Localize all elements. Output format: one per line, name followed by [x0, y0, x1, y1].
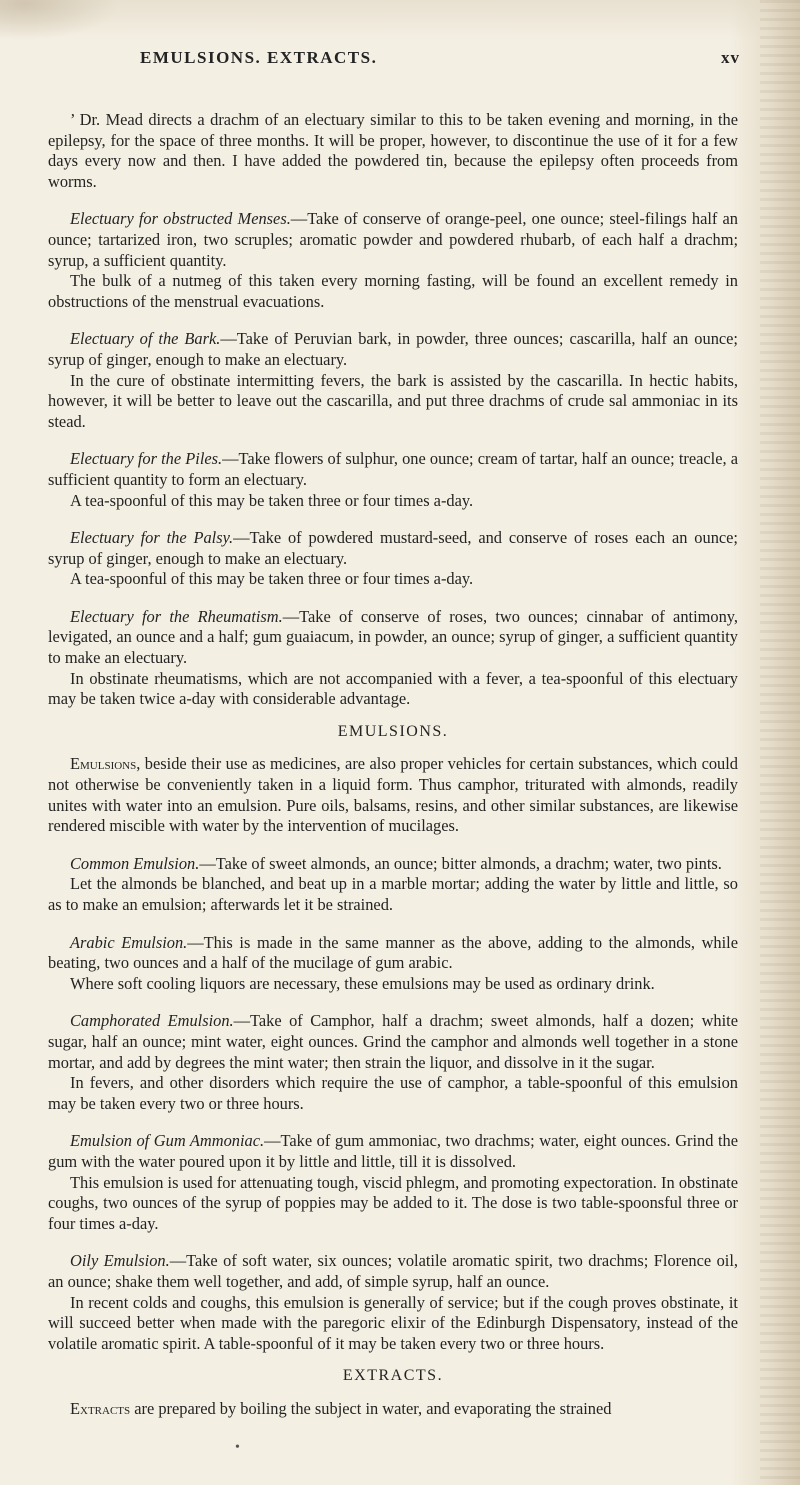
paragraph-camphorated-emulsion-note [48, 1073, 738, 1114]
paragraph-text: The bulk of a nutmeg of this taken every morning fasting, will be found an excellent remedy in obstructions of the menstrual evacuations. [48, 271, 738, 311]
paragraph-piles-note [48, 491, 738, 512]
paragraph-mead [48, 110, 738, 192]
paragraph-text: —Take of soft water, six ounces; volatile aromatic spirit, two drachms; Florence oil, an ounce; shake them well together, and add, of simple syrup, half an ounce. [48, 1251, 738, 1291]
paragraph-text: —Take flowers of sulphur, one ounce; cream of tartar, half an ounce; treacle, a sufficient quantity to form an electuary. [48, 449, 739, 489]
paragraph-text: are prepared by boiling the subject in water, and evaporating the strained [130, 1398, 612, 1418]
section-heading-emulsions: EMULSIONS. [337, 722, 449, 740]
body-text [48, 110, 738, 1419]
paragraph-heading: Electuary for the Palsy. [70, 528, 234, 548]
paragraph-text: Let the almonds be blanched, and beat up in a marble mortar; adding the water by little and little, so as to make an emulsion; afterwards let it be strained. [48, 874, 738, 914]
paragraph-text: —Take of Camphor, half a drachm; sweet almonds, half a dozen; white sugar, half an ounce; mint water, eight ounces. Grind the camphor and almonds well together in a stone mortar, and add by degrees the mint water; then strain the liquor, and dissolve in it the sugar. [48, 1011, 739, 1072]
paragraph-text: —Take of powdered mustard-seed, and conserve of roses each an ounce; syrup of ginger, enough to make an electuary. [48, 528, 738, 568]
paragraph-text: A tea-spoonful of this may be taken three or four times a-day. [70, 490, 474, 510]
paragraph-common-emulsion-note [48, 874, 738, 915]
paragraph-heading: Oily Emulsion. [70, 1251, 170, 1271]
paragraph-heading: Electuary of the Bark. [70, 329, 221, 349]
paragraph-text: In fevers, and other disorders which require the use of camphor, a table-spoonful of this emulsion may be taken every two or three hours. [48, 1073, 738, 1113]
paragraph-text: —Take of gum ammoniac, two drachms; water, eight ounces. Grind the gum with the water poured upon it by little and little, till it is dissolved. [48, 1131, 739, 1171]
page-edge [760, 0, 800, 1485]
paragraph-ammoniac-emulsion-note [48, 1173, 738, 1235]
paragraph-text: —This is made in the same manner as the above, adding to the almonds, while beating, two ounces and a half of the mucilage of gum arabic. [48, 932, 738, 973]
section-heading-extracts: EXTRACTS. [342, 1367, 444, 1385]
paragraph-heading: Emulsions, [70, 754, 141, 774]
paragraph-heading: Electuary for the Rheumatism. [70, 606, 283, 626]
paragraph-heading: Electuary for obstructed Menses. [70, 209, 291, 229]
paragraph-oily-emulsion [48, 1251, 738, 1292]
paragraph-text: In the cure of obstinate intermitting fevers, the bark is assisted by the cascarilla. In hectic habits, however, it will be better to leave out the cascarilla, and put three drachms of crude sal ammoniac in its stead. [48, 370, 738, 431]
paragraph-bark-note [48, 371, 738, 433]
paragraph-extracts-intro [48, 1399, 738, 1420]
paragraph-heading: Arabic Emulsion. [70, 932, 188, 952]
paragraph-text: In recent colds and coughs, this emulsion is generally of service; but if the cough proves obstinate, it will succeed better when made with the paregoric elixir of the Edinburgh Dispensatory, instead of the volatile aromatic spirit. A table-spoonful of it may be taken every two or three hours. [48, 1292, 738, 1353]
paragraph-oily-emulsion-note [48, 1293, 738, 1355]
paragraph-emulsions-intro [48, 754, 738, 836]
paragraph-text: A tea-spoonful of this may be taken three or four times a-day. [70, 569, 474, 589]
paragraph-obstructed-menses [48, 209, 738, 271]
paragraph-heading: Emulsion of Gum Ammoniac. [70, 1131, 265, 1151]
paragraph-camphorated-emulsion [48, 1011, 738, 1073]
paragraph-text: ’ Dr. Mead directs a drachm of an electuary similar to this to be taken evening and morning, in the epilepsy, for the space of three months. It will be proper, however, to discontinue the use of it for a few days every now and then. I have added the powdered tin, because the epilepsy often proceeds from worms. [48, 110, 738, 191]
paragraph-heading: Extracts [70, 1398, 131, 1418]
paragraph-text: beside their use as medicines, are also proper vehicles for certain substances, which could not otherwise be conveniently taken in a liquid form. Thus camphor, triturated with almonds, readily unites with water into an emulsion. Pure oils, balsams, resins, and other similar substances, are likewise rendered miscible with water by the intervention of mucilages. [48, 754, 738, 836]
paragraph-rheumatism-note [48, 669, 738, 710]
paragraph-text: —Take of conserve of roses, two ounces; cinnabar of antimony, levigated, an ounce and a half; gum guaiacum, in powder, an ounce; syrup of ginger, a sufficient quantity to make an electuary. [48, 606, 738, 668]
paragraph-arabic-emulsion [48, 933, 738, 974]
paragraph-ammoniac-emulsion [48, 1131, 738, 1172]
paragraph-heading: Camphorated Emulsion. [70, 1011, 234, 1031]
running-title: EMULSIONS. EXTRACTS. [140, 48, 378, 67]
page-number: xv [721, 48, 740, 67]
ink-speck: • [235, 1440, 240, 1455]
paragraph-text: —Take of sweet almonds, an ounce; bitter almonds, a drachm; water, two pints. [199, 853, 722, 873]
paragraph-text: —Take of conserve of orange-peel, one ounce; steel-filings half an ounce; tartarized iron, two scruples; aromatic powder and powdered rhubarb, of each half a drachm; syrup, a sufficient quantity. [48, 209, 738, 270]
paragraph-arabic-emulsion-note [48, 974, 738, 995]
paragraph-text: Where soft cooling liquors are necessary, these emulsions may be used as ordinary drink. [70, 973, 655, 993]
page-header [140, 48, 740, 78]
paragraph-palsy-note [48, 569, 738, 590]
paragraph-piles [48, 449, 738, 490]
paragraph-text: In obstinate rheumatisms, which are not accompanied with a fever, a tea-spoonful of this electuary may be taken twice a-day with considerable advantage. [48, 668, 738, 709]
paragraph-obstructed-menses-note [48, 271, 738, 312]
paragraph-text: —Take of Peruvian bark, in powder, three ounces; cascarilla, half an ounce; syrup of ginger, enough to make an electuary. [48, 329, 738, 369]
paragraph-common-emulsion [48, 854, 738, 875]
paragraph-bark [48, 329, 738, 370]
paragraph-rheumatism [48, 607, 738, 669]
paragraph-heading: Electuary for the Piles. [70, 449, 223, 469]
paragraph-heading: Common Emulsion. [70, 853, 200, 873]
paragraph-palsy [48, 528, 738, 569]
page-stain [0, 0, 120, 40]
paragraph-text: This emulsion is used for attenuating tough, viscid phlegm, and promoting expectoration. In obstinate coughs, two ounces of the syrup of poppies may be added to it. The dose is two table-spoonsful three or four times a-day. [48, 1172, 738, 1233]
